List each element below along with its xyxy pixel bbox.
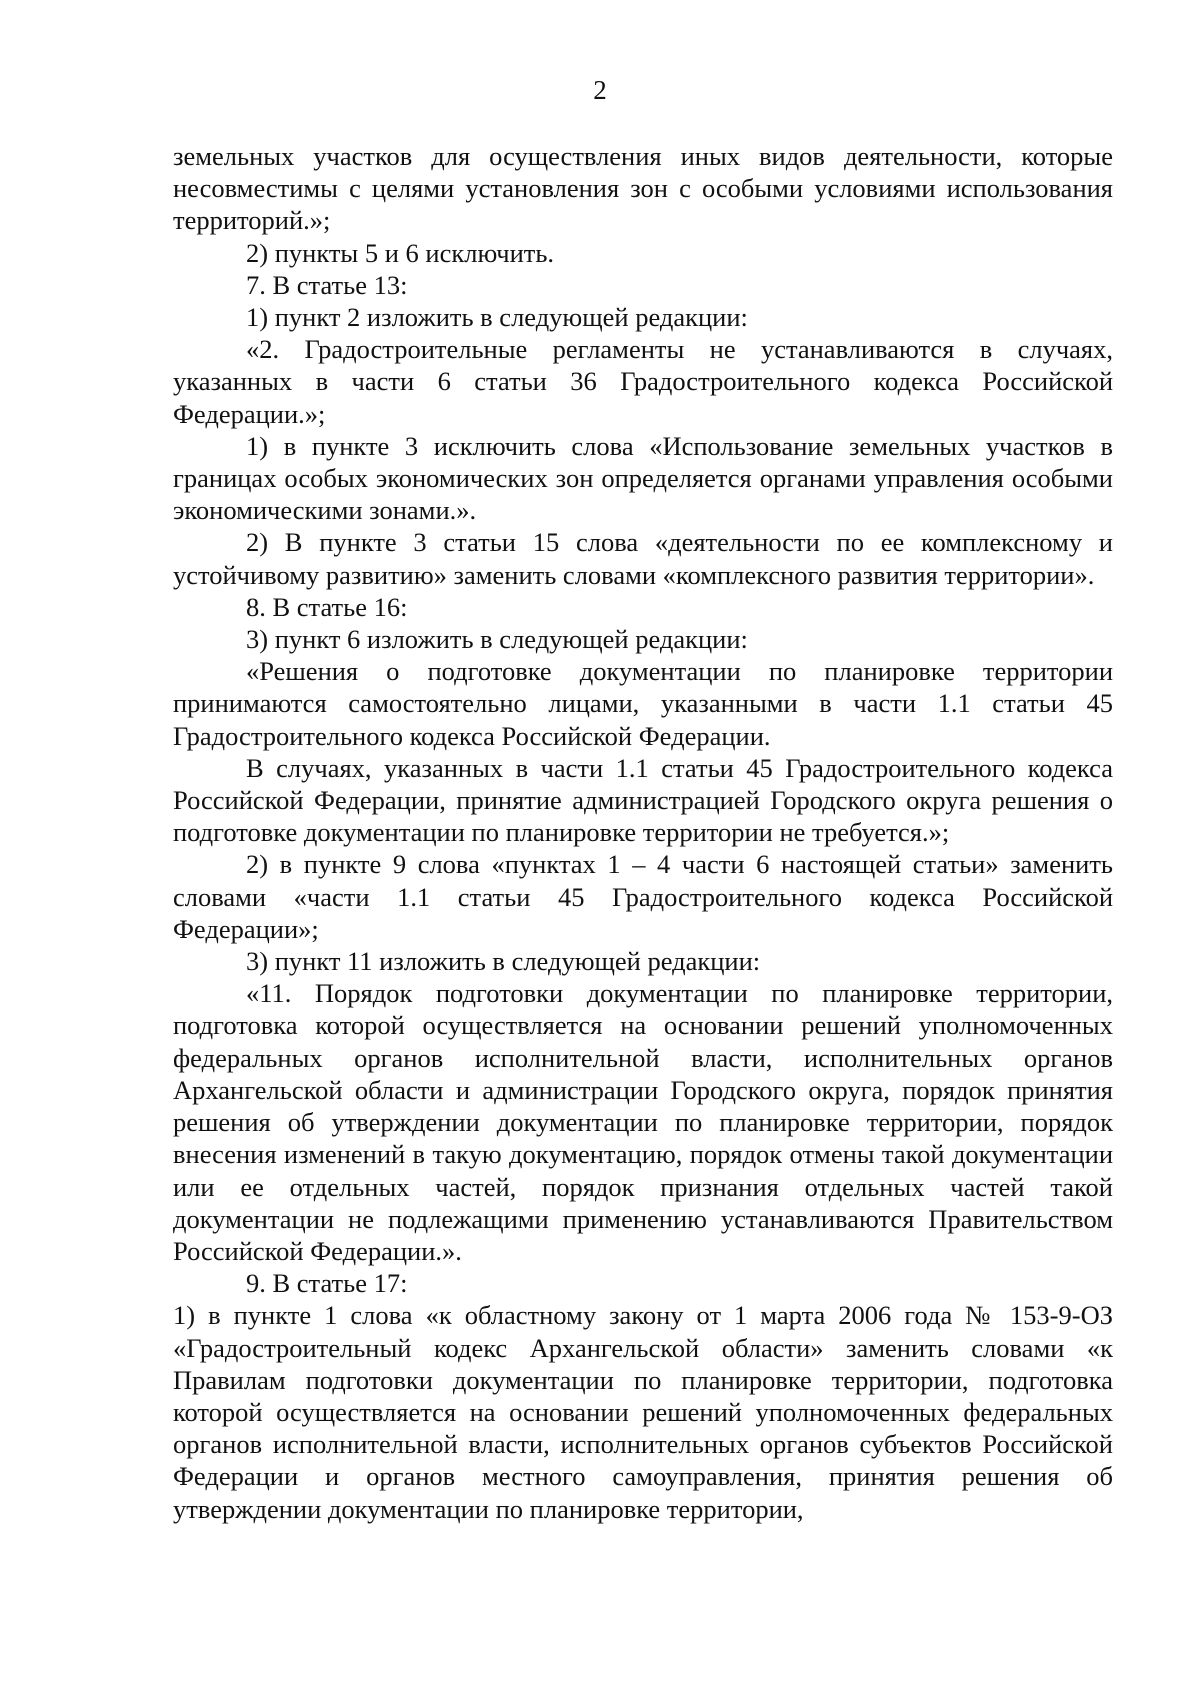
page-number: 2: [593, 75, 607, 105]
paragraph: 7. В статье 13:: [246, 269, 408, 300]
paragraph: 2) в пункте 9 слова «пунктах 1 – 4 части 6 настоящей статьи» заменить словами «части 1.1 статьи 45 Градостроительного кодекса Российской Федерации»;: [173, 849, 1113, 944]
paragraph: 8. В статье 16:: [246, 591, 408, 622]
paragraph: земельных участков для осуществления иных видов деятельности, которые несовместимы с целями установления зон с особыми условиями использования территорий.»;: [173, 141, 1113, 236]
document-body: [173, 140, 1113, 1525]
paragraph: 2) пункты 5 и 6 исключить.: [246, 237, 555, 268]
paragraph: «11. Порядок подготовки документации по планировке территории, подготовка которой осуществляется на основании решений уполномоченных федеральных органов исполнительной власти, исполнительных органов Архангельской области и администрации Городского округа, порядок принятия решения об утверждении документации по планировке территории, порядок внесения изменений в такую документацию, порядок отмены такой документации или ее отдельных частей, порядок признания отдельных частей такой документации не подлежащими применению устанавливаются Правительством Российской Федерации.».: [173, 978, 1113, 1266]
paragraph: 2) В пункте 3 статьи 15 слова «деятельности по ее комплексному и устойчивому развитию» заменить словами «комплексного развития территории».: [173, 527, 1113, 590]
paragraph: 9. В статье 17:: [246, 1268, 408, 1299]
paragraph: «2. Градостроительные регламенты не устанавливаются в случаях, указанных в части 6 статьи 36 Градостроительного кодекса Российской Федерации.»;: [173, 334, 1113, 429]
paragraph: 1) пункт 2 изложить в следующей редакции:: [246, 302, 748, 333]
paragraph: В случаях, указанных в части 1.1 статьи 45 Градостроительного кодекса Российской Федерации, принятие администрацией Городского округа решения о подготовке документации по планировке территории не требуется.»;: [173, 752, 1113, 848]
paragraph: 1) в пункте 1 слова «к областному закону от 1 марта 2006 года № 153-9-ОЗ «Градостроительный кодекс Архангельской области» заменить словами «к Правилам подготовки документации по планировке территории, подготовка которой осуществляется на основании решений уполномоченных федеральных органов исполнительной власти, исполнительных органов субъектов Российской Федерации и органов местного самоуправления, принятия решения об утверждении документации по планировке территории,: [173, 1300, 1113, 1524]
paragraph: 3) пункт 6 изложить в следующей редакции:: [246, 624, 748, 655]
paragraph: «Решения о подготовке документации по планировке территории принимаются самостоятельно лицами, указанными в части 1.1 статьи 45 Градостроительного кодекса Российской Федерации.: [173, 656, 1113, 751]
paragraph: 1) в пункте 3 исключить слова «Использование земельных участков в границах особых экономических зон определяется органами управления особыми экономическими зонами.».: [173, 430, 1113, 526]
paragraph: 3) пункт 11 изложить в следующей редакции:: [246, 946, 761, 977]
